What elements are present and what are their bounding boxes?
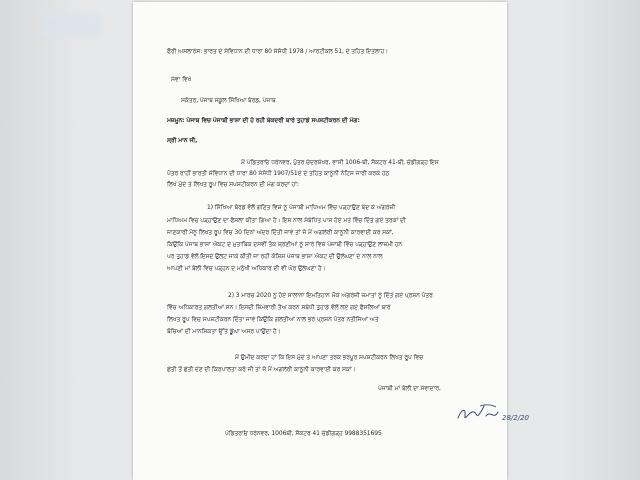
letter-page xyxy=(133,2,529,480)
handwritten-signature xyxy=(456,402,534,426)
paragraph-2-line: ਲਿਖਤ ਰੂਪ ਵਿਚ ਸਪਸ਼ਟੀਕਰਨ ਦਿੱਤਾ ਜਾਵੇ ਕਿਉਂਕਿ ਗਲਤੀਆਂ ਨਾਲ ਭਰੇ ਪ੍ਰਸ਼ਨ ਪੱਤਰ ਨਤੀਜਿਆਂ ਅਤੇ xyxy=(167,316,379,323)
subject-line: ਮਜ਼ਮੂਨ: ਪੰਜਾਬ ਵਿਚ ਪੰਜਾਬੀ ਭਾਸ਼ਾ ਦੀ ਹੋ ਰਹੀ ਬੇਕਦਰੀ ਬਾਰੇ ਤੁਹਾਡੇ ਸਪਸ਼ਟੀਕਰਨ ਦੀ ਮੰਗ: xyxy=(167,117,360,124)
paragraph-2-line: ਵਿੱਚ ਅਧਿਕਾਰਤ ਗਲਤੀਆਂ ਸਨ। ਇਸਦੀ ਜ਼ਿੰਮੇਵਾਰੀ ਤੈਅ ਕਰਨ ਸਬੰਧੀ ਤੁਹਾਡੇ ਵੱਲੋਂ ਲਏ ਗਏ ਫੈਸਲਿਆਂ ਬਾਰੇ xyxy=(167,304,391,311)
paragraph-1-line: ਪਰ ਤੁਹਾਡੇ ਵੱਲੋਂ ਇਸਦੇ ਉਲਟ ਜਾਕੇ ਕੀਤੀ ਜਾ ਰਹੀ ਕੋਸ਼ਿਸ਼ ਪੰਜਾਬ ਭਾਸ਼ਾ ਐਕਟ ਦੀ ਉਲੰਘਣਾ ਦੇ ਨਾਲ ਨਾਲ xyxy=(167,253,383,260)
sign-off: ਪੰਜਾਬੀ ਮਾਂ ਬੋਲੀ ਦਾ ਸੇਵਾਦਾਰ, xyxy=(378,385,441,392)
intro-line: ਲਿਖੇ ਮੁੱਦੇ ਤੇ ਲਿਖਤ ਰੂਪ ਵਿਚ ਸਪਸ਼ਟੀਕਰਨ ਦੀ ਮੰਗ ਕਰਦਾ ਹਾਂ: xyxy=(167,181,299,188)
paragraph-1-line: ਮਾਧਿਅਮ ਵਿਚ ਪੜ੍ਹਾਉਣ ਦਾ ਫੈਸਲਾ ਕੀਤਾ ਗਿਆ ਹੈ। ਇਸ ਨਾਲ ਸੰਬੰਧਿਤ ਪਾਸ ਹੋਏ ਮਤੇ ਵਿੱਚ ਦਿੱਤੇ ਗਏ ਤਰਕਾਂ ਦੀ xyxy=(167,217,406,224)
signature-date: 28/2/20 xyxy=(502,414,529,422)
reference-line: ਫੌਰੀ ਅਸਲਾਰੇਸ: ਭਾਰਤ ਦੇ ਸੰਵਿਧਾਨ ਦੀ ਧਾਰਾ 80 ਸੰਸੋਧੀ 1978 / ਆਰਟੀਕਲ 51, ਦੇ ਤਹਿਤ ਇਤਲਾਹ। xyxy=(167,48,389,55)
closing-line: ਛੇਤੀ ਤੋਂ ਛੇਤੀ ਦੇਣ ਦੀ ਕਿਰਪਾਲਤਾ ਕਰੋ ਜੀ ਤਾਂ ਜੋ ਮੈਂ ਅਗਲੇਰੀ ਕਾਨੂੰਨੀ ਕਾਰਵਾਈ ਕਰ ਸਕਾਂ। xyxy=(167,366,356,373)
blurred-background-text xyxy=(40,14,100,36)
greeting: ਸ੍ਰੀ ਮਾਨ ਜੀ, xyxy=(167,137,198,144)
paragraph-1-line: 1) ਸਿੱਖਿਆ ਬੋਰਡ ਵੱਲੋਂ ਗਣਿਤ ਵਿਸ਼ੇ ਨੂੰ ਪੰਜਾਬੀ ਮਾਧਿਅਮ ਵਿੱਚ ਪੜ੍ਹਾਉਣ ਬੰਦ ਕੇ ਅੰਗਰੇਜ਼ੀ xyxy=(207,204,396,211)
paragraph-1-line: ਜਾਣਕਾਰੀ ਮੈਨੂੰ ਲਿਖਤ ਰੂਪ ਵਿਚ 30 ਦਿਨਾਂ ਅੰਦਰ ਦਿੱਤੀ ਜਾਵੇ ਤਾਂ ਜੋ ਮੈਂ ਅਗਲੇਰੀ ਕਾਨੂੰਨੀ ਕਾਰਵਾਈ ਕਰ ਸਕਾਂ, xyxy=(167,229,394,236)
paragraph-2-line: ਬੱਚਿਆਂ ਦੀ ਮਾਨਸਿਕਤਾ ਉੱਤੇ ਡੂੰਘਾ ਅਸਰ ਪਾਉਂਦਾ ਹੈ। xyxy=(167,328,281,335)
paragraph-2-line: 2) 3 ਮਾਰਚ 2020 ਨੂੰ ਹੋਏ ਸਾਲਾਨਾ ਇਮਤਿਹਾਨ ਮੌਕੇ ਅੰਗਰੇਜ਼ੀ ਜ਼ਮਾਤਾਂ ਨੂੰ ਦਿੱਤੇ ਗਏ ਪ੍ਰਸ਼ਨ ਪੱਤਰ xyxy=(228,292,433,299)
paragraph-1-line: ਕਿਉਂਕਿ ਪੰਜਾਬ ਭਾਸ਼ਾ ਐਕਟ ਦੇ ਮੁਤਾਬਿਕ ਦਸਵੀਂ ਤੱਕ ਸ਼੍ਰੇਣੀਆਂ ਨੂੰ ਸਾਰੇ ਵਿਸ਼ੇ ਪੰਜਾਬੀ ਵਿੱਚ ਪੜ੍ਹਾਉਣੇ ਲਾਜ਼ਮੀ ਹਨ xyxy=(167,241,403,248)
sender-line: ਪੰਡਿਤਰਾਓ ਧਰੇਨਵਰ, 1006ਬੀ, ਸੈਕਟਰ 41 ਚੰਡੀਗੜ੍ਹ 9988351695 xyxy=(225,430,382,437)
paragraph-1-line: ਆਪਣੀ ਮਾਂ ਬੋਲੀ ਵਿਚ ਪੜ੍ਹਨ ਦੇ ਮਨੁੱਖੀ ਅਧਿਕਾਰ ਦੀ ਵੀ ਘੋਰ ਉਲੰਘਣਾ ਹੈ। xyxy=(167,265,326,272)
intro-line: ਮੈਂ ਪੰਡਿਤਰਾਓ ਧਰੇਨਵਰ, ਪੁੱਤਰ ਚੰਦਰਸ਼ੇਖਰ, ਵਾਸੀ 1006-ਬੀ, ਸੈਕਟਰ 41-ਬੀ, ਚੰਡੀਗੜ੍ਹ ਇਸ xyxy=(241,159,439,166)
closing-line: ਮੈਂ ਉਮੀਦ ਕਰਦਾ ਹਾਂ ਕਿ ਇਸ ਮੁੱਦੇ ਤੇ ਆਪਣਾ ਤਰਕ ਭਰਪੂਰ ਸਪਸ਼ਟੀਕਰਨ ਲਿਖਤ ਰੂਪ ਵਿਚ xyxy=(235,354,424,361)
recipient: ਸਕੱਤਰ, ਪੰਜਾਬ ਸਕੂਲ ਸਿੱਖਿਆ ਬੋਰਡ, ਪੰਜਾਬ xyxy=(181,97,276,104)
salutation-to: ਸੇਵਾ ਵਿਖੇ xyxy=(171,76,192,83)
intro-line: ਪੱਤਰ ਰਾਹੀਂ ਭਾਰਤੀ ਸੰਵਿਧਾਨ ਦੀ ਧਾਰਾ 80 ਸੰਸੋਧੀ 1907/51ਏ ਦੇ ਤਹਿਤ ਕਾਨੂੰਨੀ ਨੋਟਿਸ ਜਾਰੀ ਕਰਕੇ ਹੇਠ xyxy=(167,170,390,177)
